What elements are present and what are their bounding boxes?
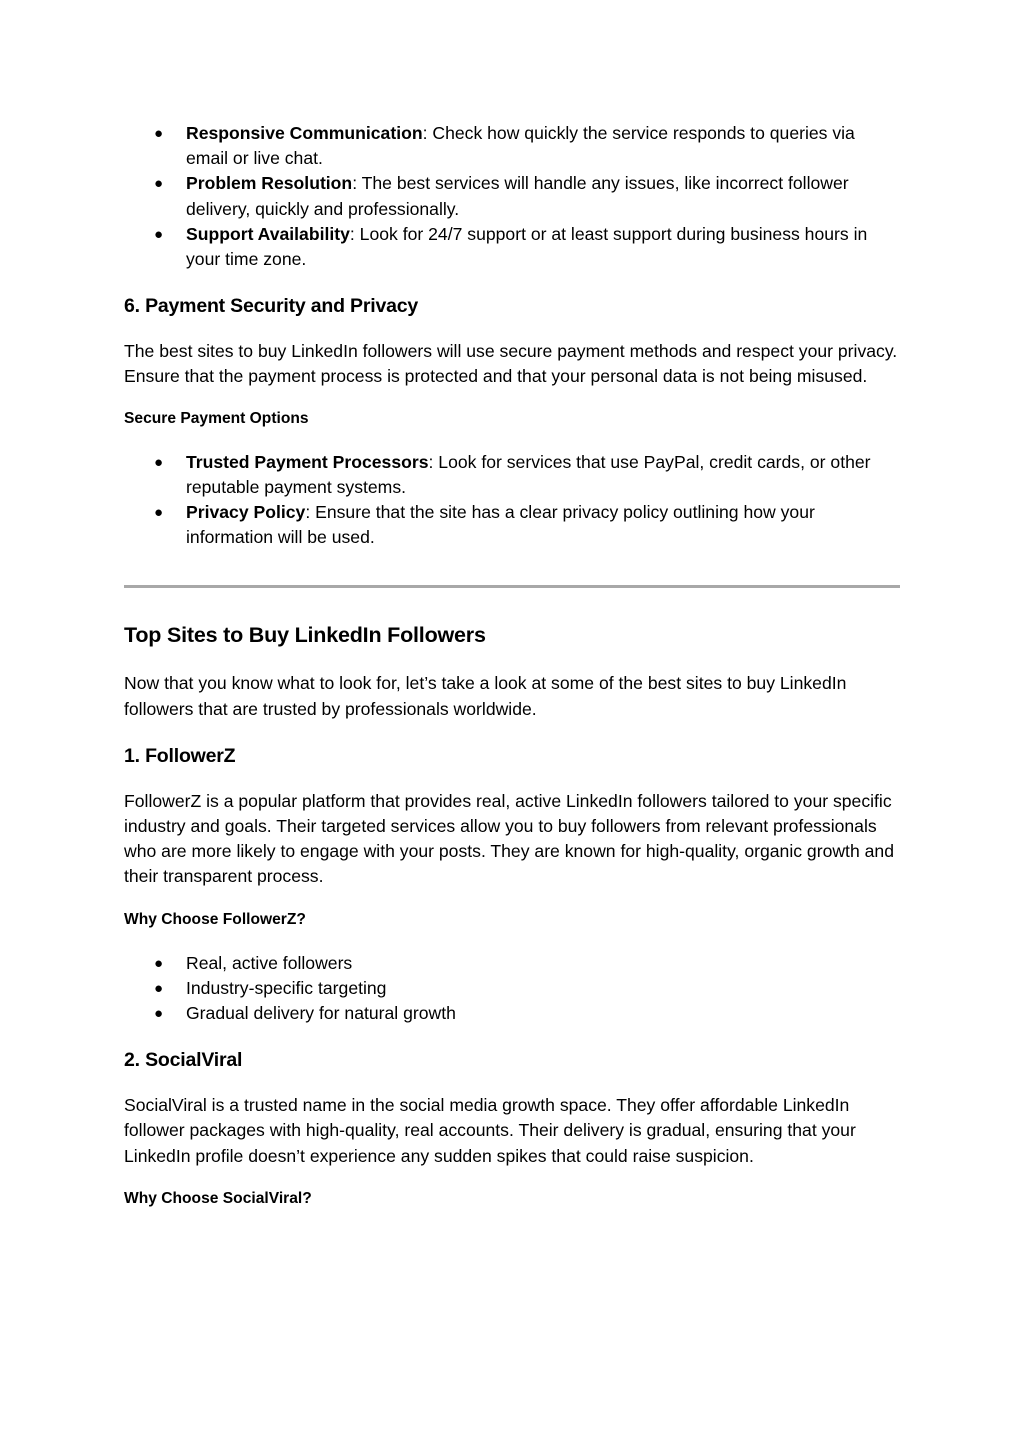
- document-page: [124, 121, 900, 1210]
- payment-intro-paragraph: The best sites to buy LinkedIn followers will use secure payment methods and respect your privacy. Ensure that the payment process is protected and that your personal data is not being misused.: [124, 341, 898, 387]
- bullet-text: Real, active followers: [186, 952, 353, 973]
- section-divider: [124, 585, 900, 588]
- bullet-icon: ●: [154, 453, 164, 471]
- support-bullet-list: [124, 121, 900, 272]
- bullet-icon: ●: [154, 979, 164, 997]
- bullet-text: : Ensure that the site has a clear privacy policy outlining how your information will be used.: [186, 502, 815, 548]
- payment-bullet-list: [124, 450, 900, 551]
- section-heading-payment: 6. Payment Security and Privacy: [124, 295, 419, 318]
- followerz-heading: 1. FollowerZ: [124, 744, 236, 767]
- bullet-text: : Check how quickly the service responds to queries via email or live chat.: [186, 123, 855, 169]
- bullet-term: Support Availability: [186, 223, 350, 244]
- bullet-term: Problem Resolution: [186, 173, 353, 194]
- why-socialviral-subheading: Why Choose SocialViral?: [124, 1189, 312, 1207]
- bullet-icon: ●: [154, 175, 164, 193]
- bullet-icon: ●: [154, 225, 164, 243]
- bullet-icon: ●: [154, 125, 164, 142]
- why-followerz-subheading: Why Choose FollowerZ?: [124, 910, 306, 928]
- bullet-item: [124, 171, 900, 221]
- bullet-term: Responsive Communication: [186, 123, 423, 143]
- bullet-term: Trusted Payment Processors: [186, 451, 429, 472]
- secure-payment-subheading: Secure Payment Options: [124, 409, 309, 427]
- bullet-item: [124, 121, 900, 171]
- bullet-term: Privacy Policy: [186, 502, 306, 523]
- followerz-description: FollowerZ is a popular platform that provides real, active LinkedIn followers tailored to your specific industry and goals. Their targeted services allow you to buy followers from relevant professionals who are more likely to engage with your posts. They are known for high-quality, organic growth and their transparent process.: [124, 790, 894, 887]
- bullet-icon: ●: [154, 504, 164, 522]
- top-sites-intro-paragraph: Now that you know what to look for, let’s take a look at some of the best sites to buy LinkedIn followers that are trusted by professionals worldwide.: [124, 673, 847, 719]
- followerz-bullet-list: [124, 951, 900, 1027]
- bullet-text: : The best services will handle any issues, like incorrect follower delivery, quickly and professionally.: [186, 173, 849, 219]
- bullet-text: : Look for 24/7 support or at least support during business hours in your time zone.: [186, 223, 868, 270]
- top-sites-heading: Top Sites to Buy LinkedIn Followers: [124, 623, 486, 648]
- bullet-icon: ●: [154, 954, 164, 972]
- bullet-item: [124, 450, 900, 500]
- bullet-text: : Look for services that use PayPal, credit cards, or other reputable payment systems.: [186, 451, 871, 497]
- bullet-item: [124, 222, 900, 272]
- bullet-item: [124, 951, 900, 976]
- bullet-text: Industry-specific targeting: [186, 977, 387, 998]
- bullet-item: [124, 500, 900, 550]
- bullet-item: [124, 976, 900, 1001]
- bullet-text: Gradual delivery for natural growth: [186, 1003, 456, 1024]
- bullet-item: [124, 1001, 900, 1026]
- socialviral-heading: 2. SocialViral: [124, 1049, 243, 1072]
- bullet-icon: ●: [154, 1005, 164, 1023]
- socialviral-description: SocialViral is a trusted name in the social media growth space. They offer affordable LinkedIn follower packages with high-quality, real accounts. Their delivery is gradual, ensuring that your LinkedIn profile doesn’t experience any sudden spikes that could raise suspicion.: [124, 1095, 856, 1166]
